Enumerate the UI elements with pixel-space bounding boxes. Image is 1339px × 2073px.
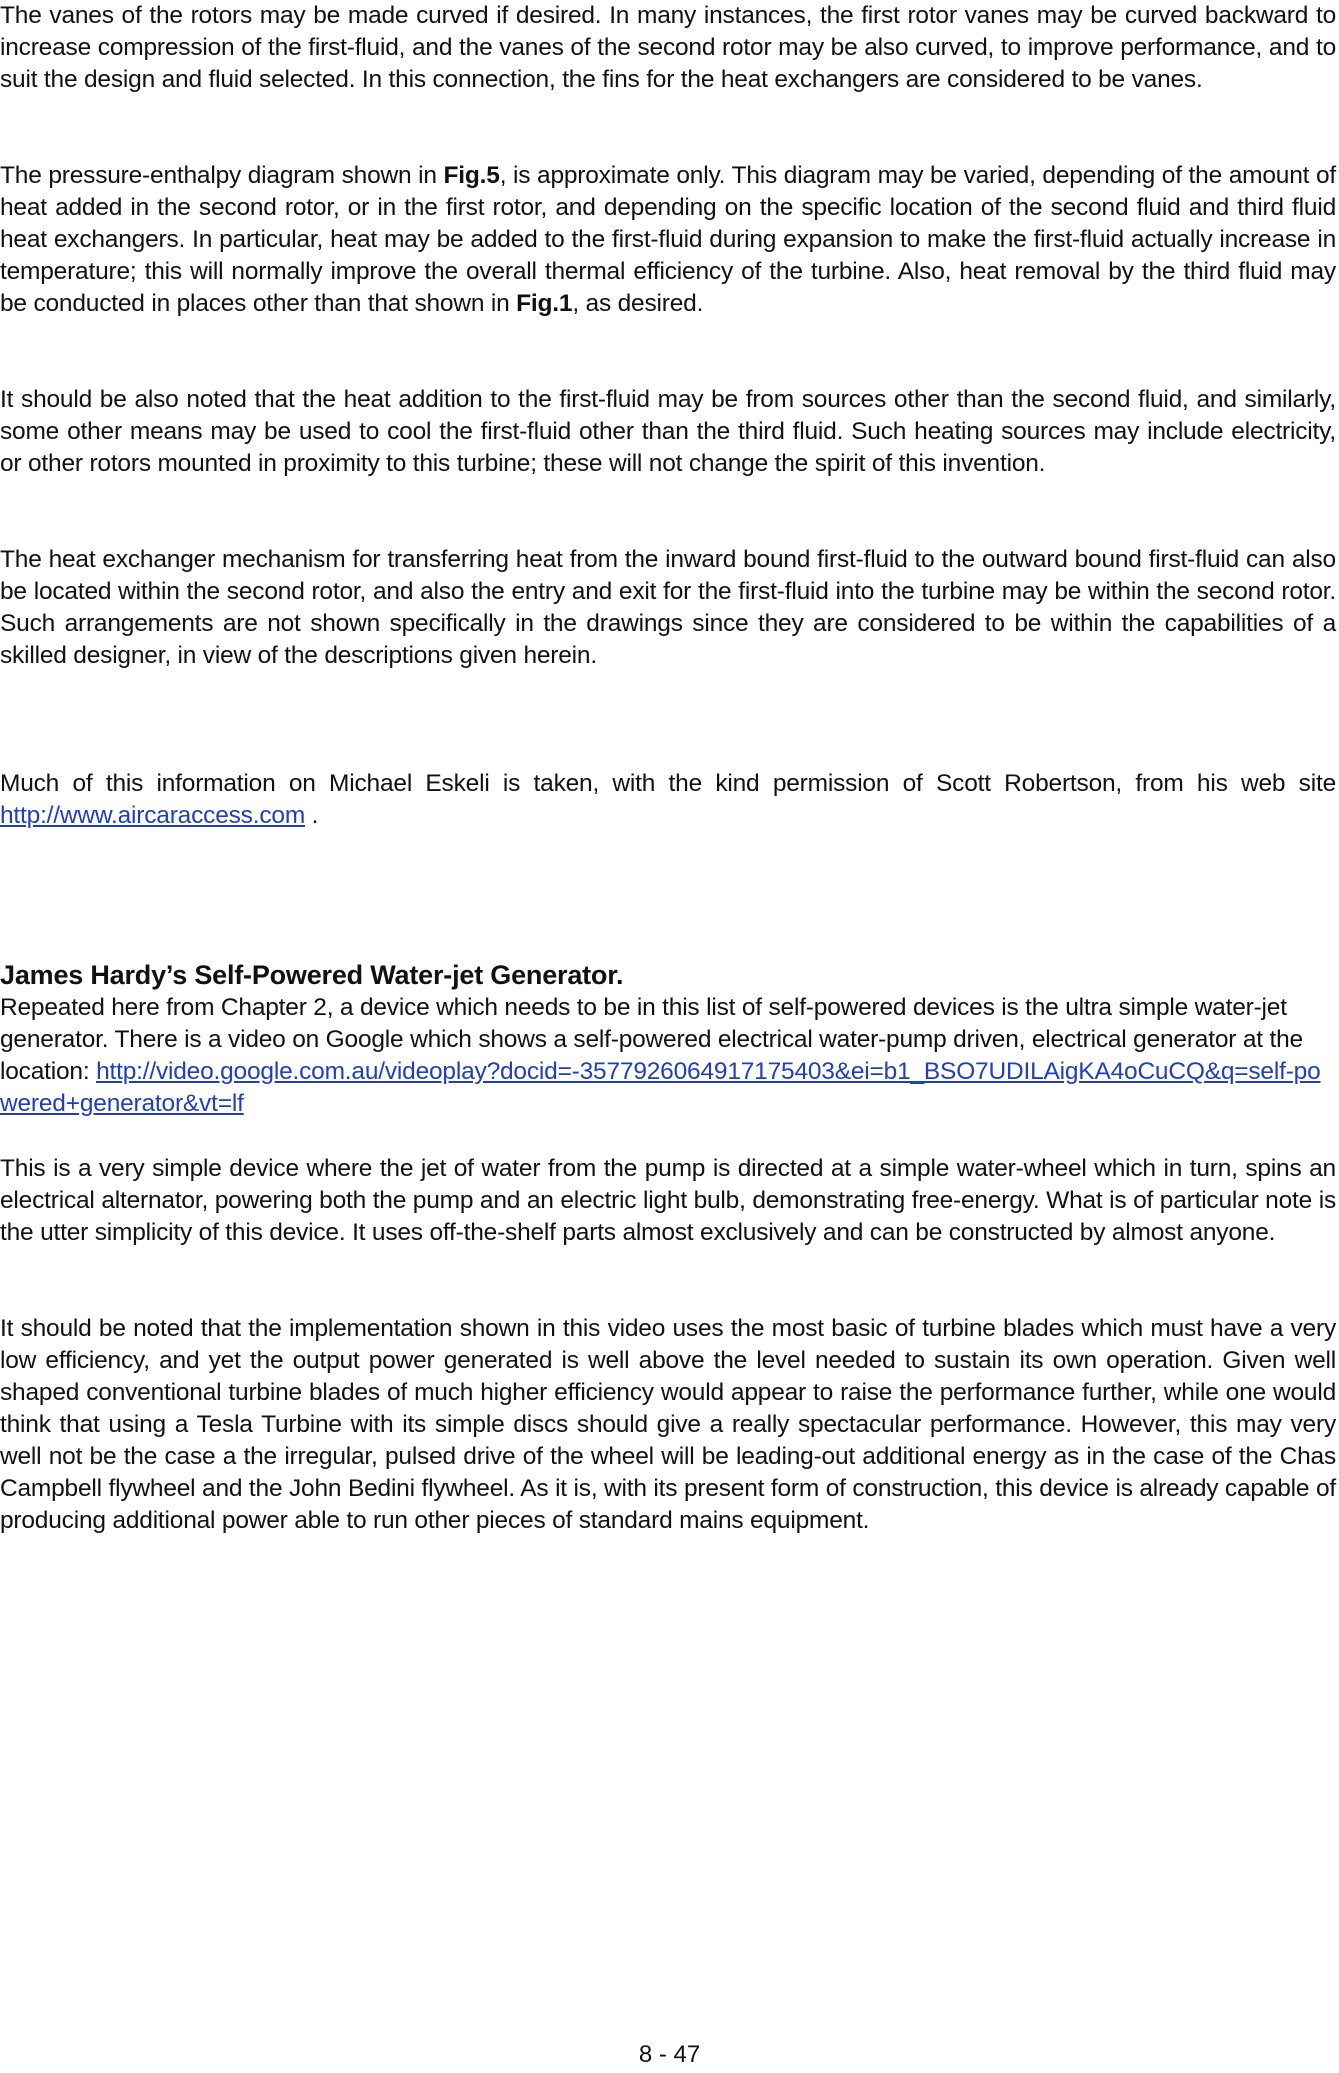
figure-reference-fig1: Fig.1 — [516, 290, 573, 317]
paragraph-attribution — [0, 768, 1336, 832]
paragraph-text: It should be noted that the implementation shown in this video uses the most basic of turbine blades which must have a very low efficiency, and yet the output power generated is well above the level needed to sustain its own operation. Given well shaped conventional turbine blades of much higher efficiency would appear to raise the performance further, while one would think that using a Tesla Turbine with its simple discs should give a really spectacular performance. However, this may very well not be the case a the irregular, pulsed drive of the wheel will be leading-out additional energy as in the case of the Chas Campbell flywheel and the John Bedini flywheel. As it is, with its present form of construction, this device is already capable of producing additional power able to run other pieces of standard mains equipment. — [0, 1315, 1336, 1534]
paragraph-text: Much of this information on Michael Eskeli is taken, with the kind permission of Scott Robertson, from his web site — [0, 770, 1336, 797]
paragraph-text: It should be also noted that the heat addition to the first-fluid may be from sources other than the second fluid, and similarly, some other means may be used to cool the first-fluid other than the third fluid. Such heating sources may include electricity, or other rotors mounted in proximity to this turbine; these will not change the spirit of this invention. — [0, 386, 1336, 477]
page-number: 8 - 47 — [638, 2041, 701, 2068]
paragraph-implementation — [0, 1313, 1336, 1537]
google-video-link[interactable]: http://video.google.com.au/videoplay?docid=-3577926064917175403&ei=b1_BSO7UDILAigKA4oCuCQ&q=self-powered+generator&vt=lf — [0, 1058, 1321, 1117]
paragraph-text: This is a very simple device where the jet of water from the pump is directed at a simple water-wheel which in turn, spins an electrical alternator, powering both the pump and an electric light bulb, demonstrating free-energy. What is of particular note is the utter simplicity of this device. It uses off-the-shelf parts almost exclusively and can be constructed by almost anyone. — [0, 1155, 1336, 1246]
paragraph-rotor-vanes — [0, 0, 1336, 96]
figure-reference-fig5: Fig.5 — [443, 162, 500, 189]
section-heading: James Hardy’s Self-Powered Water-jet Generator. — [0, 960, 624, 990]
paragraph-text: Repeated here from Chapter 2, a device which needs to be in this list of self-powered devices is the ultra simple water-jet generator. There is a video on Google which shows a self-powered electrical water-pump driven, electrical generator at the location: — [0, 994, 1303, 1085]
paragraph-text: The vanes of the rotors may be made curved if desired. In many instances, the first rotor vanes may be curved backward to increase compression of the first-fluid, and the vanes of the second rotor may be also curved, to improve performance, and to suit the design and fluid selected. In this connection, the fins for the heat exchangers are considered to be vanes. — [0, 2, 1336, 93]
paragraph-text: The pressure-enthalpy diagram shown in — [0, 162, 444, 189]
paragraph-text: The heat exchanger mechanism for transferring heat from the inward bound first-fluid to the outward bound first-fluid can also be located within the second rotor, and also the entry and exit for the first-fluid into the turbine may be within the second rotor. Such arrangements are not shown specifically in the drawings since they are considered to be within the capabilities of a skilled designer, in view of the descriptions given herein. — [0, 546, 1336, 669]
paragraph-water-jet-intro — [0, 992, 1336, 1120]
paragraph-heat-exchanger — [0, 544, 1336, 672]
paragraph-text: , is approximate only. This diagram may be varied, depending of the amount of heat added in the second rotor, or in the first rotor, and depending on the specific location of the second fluid and third fluid heat exchangers. In particular, heat may be added to the first-fluid during expansion to make the first-fluid actually increase in temperature; this will normally improve the overall thermal efficiency of the turbine. Also, heat removal by the third fluid may be conducted in places other than that shown in — [0, 162, 1336, 317]
paragraph-pressure-enthalpy — [0, 160, 1336, 320]
paragraph-text: . — [305, 802, 319, 829]
paragraph-simple-device — [0, 1153, 1336, 1249]
paragraph-heat-addition — [0, 384, 1336, 480]
aircaraccess-link[interactable]: http://www.aircaraccess.com — [0, 802, 306, 829]
paragraph-text: , as desired. — [572, 290, 704, 317]
